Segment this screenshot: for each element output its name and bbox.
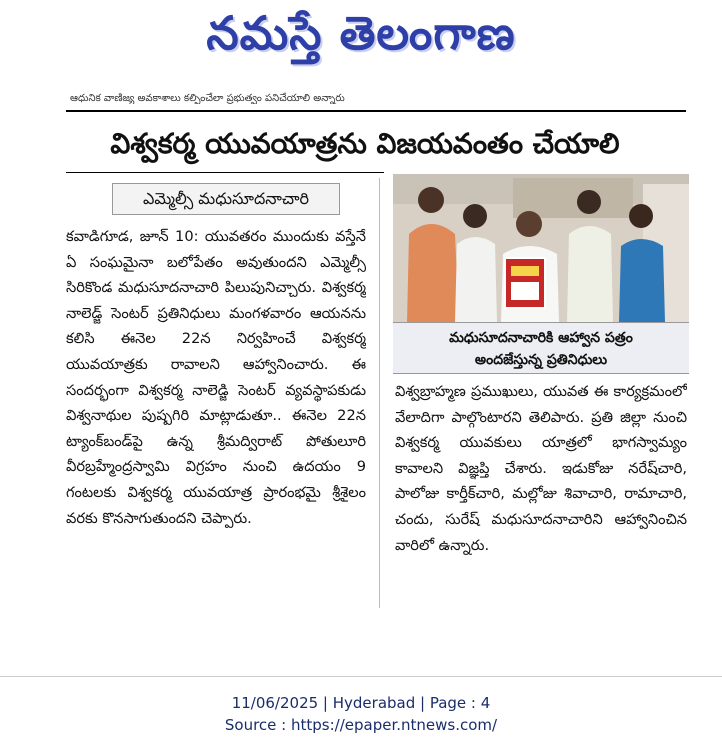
photo-caption-line-1: మధుసూదనాచారికి ఆహ్వాన పత్రం (449, 330, 633, 346)
article-subheadline: ఎమ్మెల్సీ మధుసూదనాచారి (112, 183, 340, 215)
column-divider (379, 178, 380, 608)
masthead (0, 0, 722, 80)
headline-divider (66, 172, 384, 173)
article-body-left-column: కవాడిగూడ, జూన్ 10: యువతరం ముందుకు వస్తేనే ఏ సంఘమైనా బలోపేతం అవుతుందని ఎమ్మెల్సీ సిరికొండ మధుసూదనాచారి పిలుపునిచ్చారు. విశ్వకర్మ నాలెడ్జ్ సెంటర్ ప్రతినిధులు మంగళవారం ఆయనను కలిసి ఈనెల 22న నిర్వహించే విశ్వకర్మ యువయాత్రకు రావాలని ఆహ్వానించారు. ఈ సందర్భంగా విశ్వకర్మ నాలెడ్జి సెంటర్ వ్యవస్థాపకుడు విశ్వనాథుల పుష్పగిరి మాట్లాడుతూ.. ఈనెల 22న ట్యాంక్‌బండ్‌పై ఉన్న శ్రీమద్విరాట్ పోతులూరి వీరబ్రహ్మేంద్రస్వామి విగ్రహం నుంచి ఉదయం 9 గంటలకు విశ్వకర్మ యువయాత్ర ప్రారంభమై శ్రీశైలం వరకు కొనసాగుతుందని చెప్పారు. (66, 228, 366, 527)
photo-illustration (393, 174, 689, 322)
article-photo (393, 174, 689, 322)
article-body-right-column: విశ్వబ్రాహ్మణ ప్రముఖులు, యువత ఈ కార్యక్రమంలో వేలాదిగా పాల్గొంటారని తెలిపారు. ప్రతి జిల్లా నుంచి విశ్వకర్మ యువకులు యాత్రలో భాగస్వామ్యం కావాలని విజ్ఞప్తి చేశారు. ఇడుకోజు నరేష్‌చారి, పాలోజు కార్తీక్‌చారి, మల్లోజు శివాచారి, రామాచారి, చందు, సురేష్ మధుసూదనాచారిని ఆహ్వానించిన వారిలో ఉన్నారు. (395, 383, 687, 554)
footer-source-line: Source : https://epaper.ntnews.com/ (224, 716, 498, 734)
footer-date-line: 11/06/2025 | Hyderabad | Page : 4 (231, 694, 491, 712)
footer-divider (0, 676, 722, 677)
top-divider (66, 110, 686, 112)
photo-caption (393, 322, 689, 374)
photo-caption-line-2: అందజేస్తున్న ప్రతినిధులు (474, 352, 608, 368)
previous-article-line: ఆధునిక వాణిజ్య అవకాశాలు కల్పించేలా ప్రభుత్వం పనిచేయాలి అన్నారు (70, 93, 345, 104)
article-headline: విశ్వకర్మ యువయాత్రను విజయవంతం చేయాలి (110, 127, 620, 160)
newspaper-logo: నమస్తే తెలంగాణ (206, 6, 516, 60)
